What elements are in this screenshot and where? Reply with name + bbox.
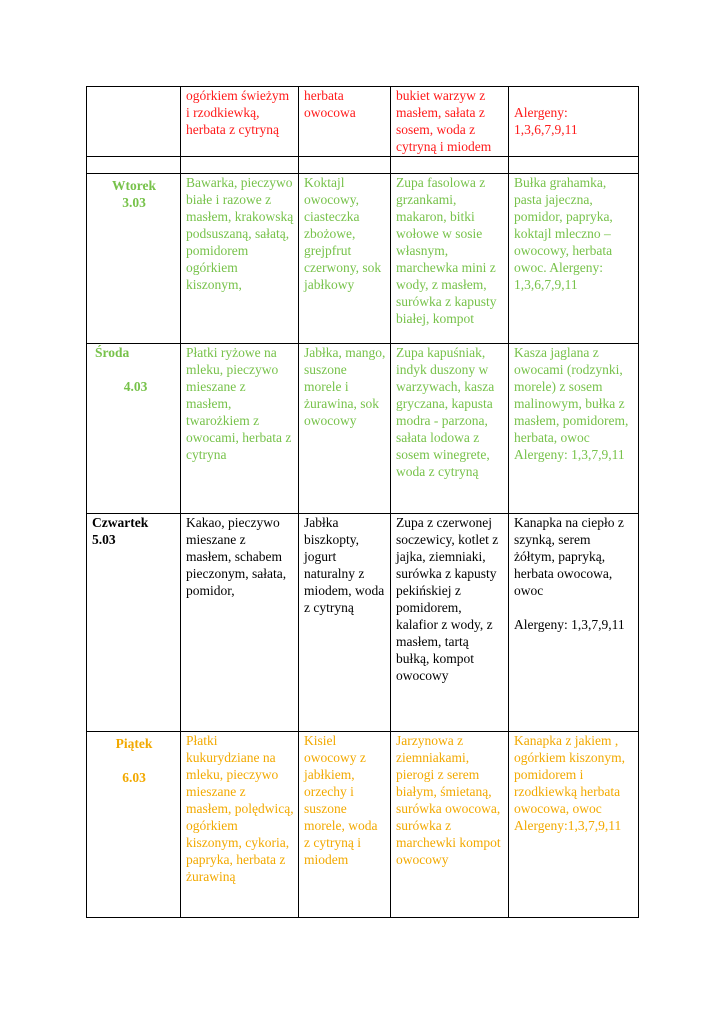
second-breakfast-cell: Jabłka biszkopty, jogurt naturalny z miodem, woda z cytryną (299, 514, 391, 732)
lunch-cell: Zupa fasolowa z grzankami, makaron, bitki wołowe w sosie własnym, marchewka mini z wody, z masłem, surówka z kapusty białej, kompot (391, 174, 509, 344)
table-row (87, 87, 639, 157)
breakfast-cell: Bawarka, pieczywo białe i razowe z masłem, krakowską podsuszaną, sałatą, pomidorem ogórkiem kiszonym, (181, 174, 299, 344)
afternoon-cell: Kanapka z jakiem , ogórkiem kiszonym, pomidorem i rzodkiewką herbata owocowa, owoc Alergeny:1,3,7,9,11 (509, 732, 639, 918)
afternoon-cell: Bułka grahamka, pasta jajeczna, pomidor, papryka, koktajl mleczno – owocowy, herbata owoc. Alergeny: 1,3,6,7,9,11 (509, 174, 639, 344)
table-row (87, 344, 639, 514)
breakfast-cell: Płatki ryżowe na mleku, pieczywo mieszane z masłem, twarożkiem z owocami, herbata z cytryna (181, 344, 299, 514)
day-name: Czwartek (92, 515, 149, 530)
afternoon-cell: Kanapka na ciepło z szynką, serem żółtym, papryką, herbata owocowa, owoc Alergeny: 1,3,7,9,11 (509, 514, 639, 732)
afternoon-cell: Kasza jaglana z owocami (rodzynki, morele) z sosem malinowym, bułka z masłem, pomidorem, herbata, owoc Alergeny: 1,3,7,9,11 (509, 344, 639, 514)
second-breakfast-cell: Koktajl owocowy, ciasteczka zbożowe, grejpfrut czerwony, sok jabłkowy (299, 174, 391, 344)
lunch-cell: bukiet warzyw z masłem, sałata z sosem, woda z cytryną i miodem (391, 87, 509, 157)
day-cell (87, 174, 181, 344)
spacer-row (87, 157, 639, 174)
day-cell (87, 514, 181, 732)
day-cell (87, 87, 181, 157)
lunch-cell: Zupa z czerwonej soczewicy, kotlet z jajka, ziemniaki, surówka z kapusty pekińskiej z pomidorem, kalafior z wody, z masłem, tartą bułką, kompot owocowy (391, 514, 509, 732)
second-breakfast-cell: Jabłka, mango, suszone morele i żurawina, sok owocowy (299, 344, 391, 514)
day-cell (87, 344, 181, 514)
table-row (87, 174, 639, 344)
menu-table (86, 86, 639, 918)
day-cell (87, 732, 181, 918)
lunch-cell: Jarzynowa z ziemniakami, pierogi z serem białym, śmietaną, surówka owocowa, surówka z marchewki kompot owocowy (391, 732, 509, 918)
day-name: Środa (95, 345, 130, 360)
day-name: Piątek (115, 736, 153, 751)
table-row (87, 514, 639, 732)
day-name: Wtorek (112, 178, 156, 193)
second-breakfast-cell: herbata owocowa (299, 87, 391, 157)
day-date: 6.03 (122, 770, 146, 785)
day-date: 5.03 (92, 532, 116, 547)
breakfast-cell: Kakao, pieczywo mieszane z masłem, schabem pieczonym, sałata, pomidor, (181, 514, 299, 732)
breakfast-cell: Płatki kukurydziane na mleku, pieczywo mieszane z masłem, polędwicą, ogórkiem kiszonym, cykoria, papryka, herbata z żurawiną (181, 732, 299, 918)
second-breakfast-cell: Kisiel owocowy z jabłkiem, orzechy i suszone morele, woda z cytryną i miodem (299, 732, 391, 918)
day-date: 3.03 (122, 195, 146, 210)
lunch-cell: Zupa kapuśniak, indyk duszony w warzywach, kasza gryczana, kapusta modra - parzona, sałata lodowa z sosem winegrete, woda z cytryną (391, 344, 509, 514)
afternoon-cell: Alergeny: 1,3,6,7,9,11 (509, 87, 639, 157)
table-row (87, 732, 639, 918)
day-date: 4.03 (123, 379, 148, 394)
breakfast-cell: ogórkiem świeżym i rzodkiewką, herbata z cytryną (181, 87, 299, 157)
